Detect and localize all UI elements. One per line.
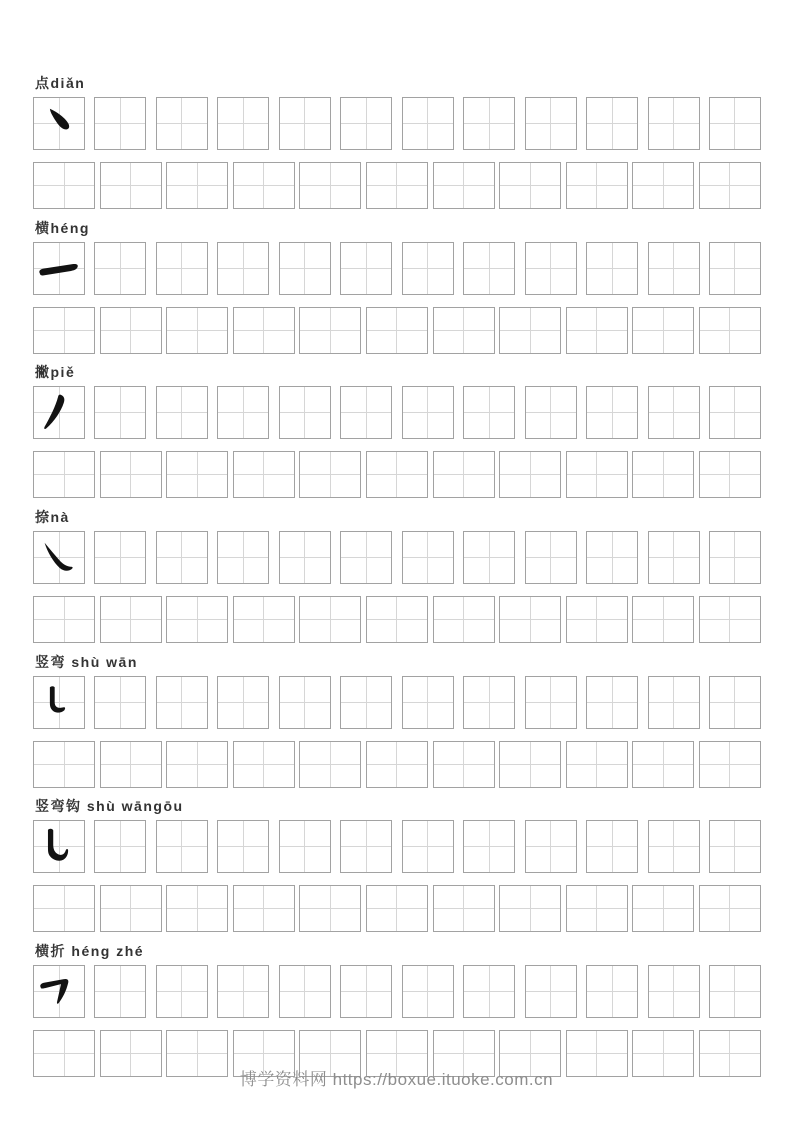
practice-cell	[156, 97, 208, 150]
practice-cell	[433, 596, 495, 643]
practice-cell	[340, 97, 392, 150]
practice-cell	[433, 162, 495, 209]
practice-cell	[299, 451, 361, 498]
practice-cell	[100, 885, 162, 932]
practice-cell	[33, 741, 95, 788]
practice-cell	[402, 531, 454, 584]
practice-cell	[340, 386, 392, 439]
example-cell	[33, 820, 85, 873]
practice-cell	[586, 531, 638, 584]
practice-cell	[463, 97, 515, 150]
practice-cell	[156, 531, 208, 584]
practice-cell	[166, 596, 228, 643]
practice-cell	[402, 820, 454, 873]
practice-cell	[340, 820, 392, 873]
practice-cell	[499, 451, 561, 498]
practice-cell	[648, 820, 700, 873]
practice-row-secondary	[33, 307, 761, 354]
footer-credit: 博学资料网 https://boxue.ituoke.com.cn	[239, 1070, 554, 1089]
practice-row-main	[33, 676, 761, 729]
practice-cell	[525, 386, 577, 439]
practice-cell	[217, 97, 269, 150]
practice-cell	[463, 965, 515, 1018]
practice-cell	[433, 451, 495, 498]
practice-cell	[279, 965, 331, 1018]
practice-cell	[499, 741, 561, 788]
practice-cell	[94, 242, 146, 295]
practice-cell	[340, 242, 392, 295]
practice-row-secondary	[33, 596, 761, 643]
practice-cell	[402, 242, 454, 295]
practice-cell	[402, 965, 454, 1018]
vertical-bend-hook-stroke-icon	[35, 822, 83, 871]
horizontal-fold-stroke-icon	[35, 967, 83, 1016]
practice-row-secondary	[33, 741, 761, 788]
practice-row-main	[33, 820, 761, 873]
practice-cell	[402, 676, 454, 729]
practice-cell	[166, 307, 228, 354]
practice-cell	[648, 386, 700, 439]
practice-cell	[525, 820, 577, 873]
practice-cell	[33, 885, 95, 932]
practice-cell	[648, 531, 700, 584]
practice-cell	[156, 676, 208, 729]
practice-cell	[299, 596, 361, 643]
horizontal-stroke-icon	[35, 244, 83, 293]
example-cell	[33, 965, 85, 1018]
practice-row-main	[33, 531, 761, 584]
practice-cell	[525, 242, 577, 295]
practice-cell	[566, 162, 628, 209]
practice-cell	[525, 97, 577, 150]
practice-cell	[166, 451, 228, 498]
practice-cell	[279, 386, 331, 439]
practice-cell	[709, 965, 761, 1018]
practice-cell	[279, 531, 331, 584]
stroke-label: 横héng	[35, 220, 90, 236]
practice-cell	[699, 885, 761, 932]
practice-cell	[366, 162, 428, 209]
practice-cell	[340, 676, 392, 729]
practice-cell	[156, 386, 208, 439]
practice-cell	[699, 162, 761, 209]
example-cell	[33, 531, 85, 584]
practice-cell	[94, 820, 146, 873]
practice-cell	[566, 451, 628, 498]
practice-cell	[166, 162, 228, 209]
practice-cell	[366, 307, 428, 354]
stroke-section-hengzhe	[33, 944, 761, 1078]
practice-cell	[100, 451, 162, 498]
right-falling-stroke-icon	[35, 533, 83, 582]
practice-cell	[217, 820, 269, 873]
practice-cell	[525, 965, 577, 1018]
practice-cell	[156, 242, 208, 295]
practice-cell	[279, 242, 331, 295]
stroke-label: 横折 héng zhé	[35, 943, 145, 959]
practice-cell	[699, 741, 761, 788]
practice-row-secondary	[33, 885, 761, 932]
practice-cell	[709, 97, 761, 150]
example-cell	[33, 242, 85, 295]
practice-cell	[709, 386, 761, 439]
practice-cell	[525, 676, 577, 729]
practice-cell	[566, 596, 628, 643]
practice-cell	[279, 97, 331, 150]
practice-cell	[699, 451, 761, 498]
practice-cell	[100, 741, 162, 788]
practice-cell	[709, 242, 761, 295]
stroke-label: 捺nà	[35, 509, 70, 525]
practice-cell	[299, 885, 361, 932]
practice-cell	[233, 307, 295, 354]
practice-cell	[433, 307, 495, 354]
practice-cell	[632, 162, 694, 209]
practice-cell	[586, 97, 638, 150]
practice-cell	[366, 451, 428, 498]
practice-cell	[233, 162, 295, 209]
practice-cell	[586, 386, 638, 439]
practice-cell	[566, 885, 628, 932]
stroke-label: 点diǎn	[35, 75, 86, 91]
practice-cell	[33, 451, 95, 498]
practice-cell	[499, 885, 561, 932]
practice-row-secondary	[33, 451, 761, 498]
practice-cell	[648, 965, 700, 1018]
practice-cell	[433, 741, 495, 788]
example-cell	[33, 676, 85, 729]
practice-cell	[233, 741, 295, 788]
practice-cell	[463, 242, 515, 295]
practice-cell	[299, 162, 361, 209]
vertical-bend-stroke-icon	[35, 678, 83, 727]
practice-cell	[463, 386, 515, 439]
practice-cell	[279, 820, 331, 873]
practice-cell	[463, 676, 515, 729]
practice-cell	[709, 820, 761, 873]
practice-cell	[217, 386, 269, 439]
practice-cell	[566, 307, 628, 354]
practice-cell	[217, 965, 269, 1018]
practice-row-main	[33, 97, 761, 150]
practice-cell	[648, 97, 700, 150]
practice-cell	[648, 242, 700, 295]
practice-cell	[299, 307, 361, 354]
stroke-label: 撇piě	[35, 364, 76, 380]
practice-cell	[233, 596, 295, 643]
practice-cell	[463, 820, 515, 873]
stroke-label: 竖弯钩 shù wāngōu	[35, 798, 184, 814]
practice-cell	[33, 162, 95, 209]
practice-row-main	[33, 386, 761, 439]
stroke-section-heng	[33, 221, 761, 355]
practice-cell	[94, 97, 146, 150]
practice-cell	[632, 741, 694, 788]
practice-cell	[366, 741, 428, 788]
practice-cell	[632, 307, 694, 354]
practice-cell	[340, 965, 392, 1018]
example-cell	[33, 386, 85, 439]
practice-cell	[156, 965, 208, 1018]
practice-cell	[586, 965, 638, 1018]
practice-cell	[402, 386, 454, 439]
practice-cell	[33, 596, 95, 643]
practice-cell	[340, 531, 392, 584]
practice-cell	[156, 820, 208, 873]
practice-cell	[566, 741, 628, 788]
practice-cell	[586, 676, 638, 729]
practice-row-secondary	[33, 162, 761, 209]
practice-cell	[499, 162, 561, 209]
practice-cell	[33, 307, 95, 354]
practice-cell	[648, 676, 700, 729]
practice-cell	[217, 531, 269, 584]
practice-cell	[699, 596, 761, 643]
practice-cell	[709, 676, 761, 729]
practice-cell	[709, 531, 761, 584]
practice-cell	[402, 97, 454, 150]
practice-row-main	[33, 242, 761, 295]
practice-cell	[100, 162, 162, 209]
practice-cell	[166, 741, 228, 788]
practice-cell	[94, 531, 146, 584]
practice-cell	[100, 307, 162, 354]
stroke-section-pie	[33, 365, 761, 499]
practice-cell	[699, 307, 761, 354]
practice-cell	[366, 596, 428, 643]
stroke-section-dian	[33, 76, 761, 210]
stroke-section-na	[33, 510, 761, 644]
practice-cell	[463, 531, 515, 584]
stroke-label: 竖弯 shù wān	[35, 654, 138, 670]
practice-cell	[499, 307, 561, 354]
practice-cell	[525, 531, 577, 584]
practice-cell	[217, 676, 269, 729]
stroke-section-shuwan	[33, 655, 761, 789]
left-falling-stroke-icon	[35, 388, 83, 437]
practice-cell	[299, 741, 361, 788]
practice-cell	[586, 242, 638, 295]
practice-cell	[166, 885, 228, 932]
dot-stroke-icon	[35, 99, 83, 148]
practice-cell	[233, 451, 295, 498]
practice-cell	[94, 386, 146, 439]
practice-cell	[94, 676, 146, 729]
practice-cell	[632, 885, 694, 932]
practice-cell	[279, 676, 331, 729]
practice-cell	[433, 885, 495, 932]
practice-cell	[499, 596, 561, 643]
practice-row-main	[33, 965, 761, 1018]
practice-cell	[366, 885, 428, 932]
practice-cell	[586, 820, 638, 873]
practice-cell	[632, 451, 694, 498]
example-cell	[33, 97, 85, 150]
practice-cell	[632, 596, 694, 643]
practice-cell	[233, 885, 295, 932]
practice-cell	[94, 965, 146, 1018]
practice-cell	[217, 242, 269, 295]
practice-cell	[100, 596, 162, 643]
stroke-section-shuwangou	[33, 799, 761, 933]
